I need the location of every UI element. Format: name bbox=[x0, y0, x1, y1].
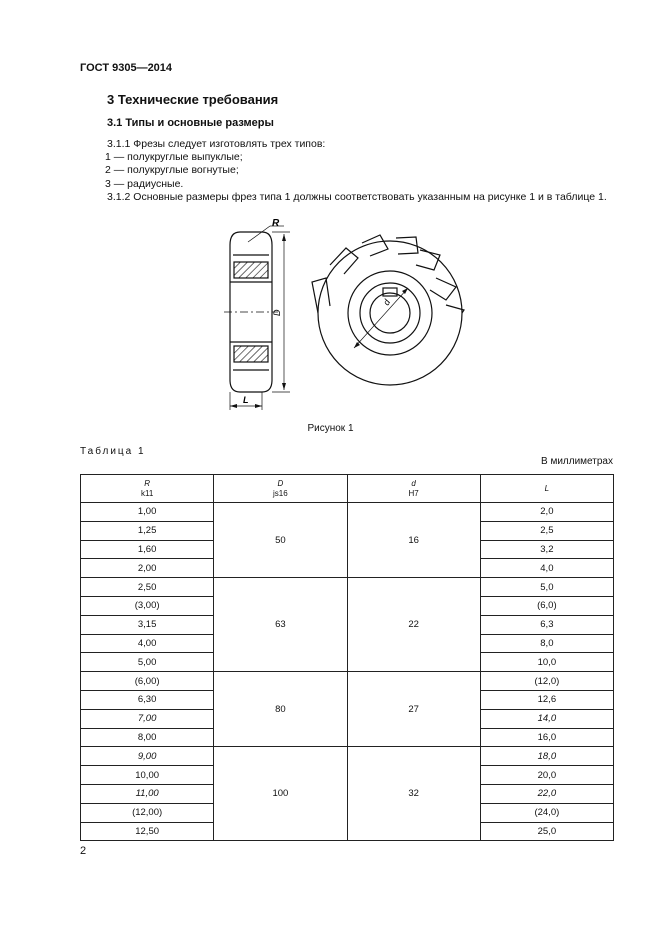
cell-R: (6,00) bbox=[81, 672, 214, 691]
cell-R: 1,25 bbox=[81, 521, 214, 540]
cell-R: 1,00 bbox=[81, 503, 214, 522]
cell-R: 1,60 bbox=[81, 540, 214, 559]
header-d: d H7 bbox=[347, 475, 480, 503]
cell-R: 7,00 bbox=[81, 709, 214, 728]
cell-R: (3,00) bbox=[81, 596, 214, 615]
cell-L: 25,0 bbox=[480, 822, 613, 841]
cell-R: 6,30 bbox=[81, 690, 214, 709]
cell-d: 27 bbox=[347, 672, 480, 747]
side-view bbox=[224, 226, 290, 410]
cell-L: (12,0) bbox=[480, 672, 613, 691]
fig-label-d: d bbox=[381, 297, 393, 307]
cell-L: 3,2 bbox=[480, 540, 613, 559]
table-row bbox=[81, 578, 614, 597]
header-R: R k11 bbox=[81, 475, 214, 503]
cell-d: 32 bbox=[347, 747, 480, 841]
para-line: 1 — полукруглые выпуклые; bbox=[105, 151, 243, 164]
cell-L: 16,0 bbox=[480, 728, 613, 747]
table-row bbox=[81, 747, 614, 766]
cell-R: 3,15 bbox=[81, 615, 214, 634]
header-D: D js16 bbox=[214, 475, 347, 503]
cell-L: 2,0 bbox=[480, 503, 613, 522]
para-line: 2 — полукруглые вогнутые; bbox=[105, 164, 239, 177]
cell-R: 9,00 bbox=[81, 747, 214, 766]
cell-d: 22 bbox=[347, 578, 480, 672]
cell-R: (12,00) bbox=[81, 803, 214, 822]
cell-D: 50 bbox=[214, 503, 347, 578]
figure-caption: Рисунок 1 bbox=[307, 423, 354, 434]
dimensions-table bbox=[80, 474, 614, 841]
cell-L: 18,0 bbox=[480, 747, 613, 766]
cell-L: 20,0 bbox=[480, 766, 613, 785]
table-row bbox=[81, 672, 614, 691]
fig-label-L: L bbox=[243, 395, 249, 405]
cell-L: 2,5 bbox=[480, 521, 613, 540]
cell-L: 8,0 bbox=[480, 634, 613, 653]
cell-R: 2,50 bbox=[81, 578, 214, 597]
document-header: ГОСТ 9305—2014 bbox=[80, 62, 173, 74]
cell-L: (6,0) bbox=[480, 596, 613, 615]
cell-R: 5,00 bbox=[81, 653, 214, 672]
figure-1-drawing bbox=[0, 0, 661, 420]
table-units: В миллиметрах bbox=[541, 456, 613, 467]
fig-label-D: D bbox=[272, 309, 282, 316]
page-number: 2 bbox=[80, 845, 87, 857]
cell-R: 8,00 bbox=[81, 728, 214, 747]
cell-R: 2,00 bbox=[81, 559, 214, 578]
cell-L: (24,0) bbox=[480, 803, 613, 822]
front-view bbox=[312, 235, 464, 385]
cell-d: 16 bbox=[347, 503, 480, 578]
cell-L: 5,0 bbox=[480, 578, 613, 597]
para-line: 3.1.1 Фрезы следует изготовлять трех типов: bbox=[107, 138, 326, 150]
cell-L: 12,6 bbox=[480, 690, 613, 709]
cell-L: 14,0 bbox=[480, 709, 613, 728]
header-L: L bbox=[480, 475, 613, 503]
subsection-title: 3.1 Типы и основные размеры bbox=[107, 117, 274, 129]
cell-L: 22,0 bbox=[480, 784, 613, 803]
para-line: 3 — радиусные. bbox=[105, 177, 184, 190]
table-header-row bbox=[81, 475, 614, 503]
para-line: 3.1.2 Основные размеры фрез типа 1 должны соответствовать указанным на рисунке 1 и в таблице 1. bbox=[107, 190, 607, 203]
cell-L: 10,0 bbox=[480, 653, 613, 672]
section-title: 3 Технические требования bbox=[107, 92, 279, 107]
table-row bbox=[81, 503, 614, 522]
cell-D: 63 bbox=[214, 578, 347, 672]
cell-R: 11,00 bbox=[81, 784, 214, 803]
cell-L: 4,0 bbox=[480, 559, 613, 578]
cell-L: 6,3 bbox=[480, 615, 613, 634]
cell-R: 4,00 bbox=[81, 634, 214, 653]
cell-D: 100 bbox=[214, 747, 347, 841]
cell-D: 80 bbox=[214, 672, 347, 747]
fig-label-R: R bbox=[272, 218, 280, 229]
cell-R: 12,50 bbox=[81, 822, 214, 841]
table-label: Таблица 1 bbox=[80, 446, 146, 457]
cell-R: 10,00 bbox=[81, 766, 214, 785]
